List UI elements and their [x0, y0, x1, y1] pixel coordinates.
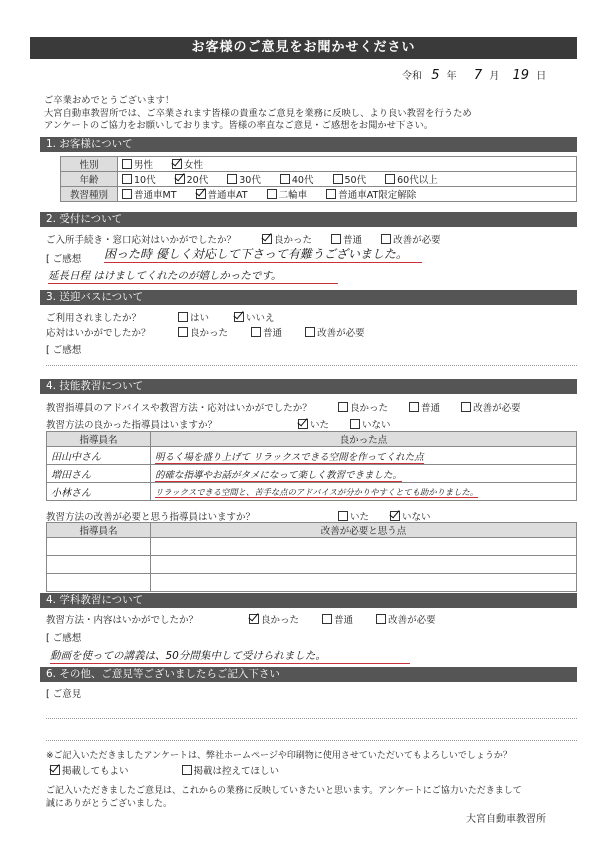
- empty-cell[interactable]: [151, 538, 577, 556]
- intro-line: ご卒業おめでとうございます！: [44, 95, 175, 106]
- section-4-header: 4. 技能教習について: [40, 379, 577, 394]
- bus-service-options: [178, 325, 365, 339]
- option-20s[interactable]: 20代: [175, 175, 209, 186]
- option-male[interactable]: 男性: [122, 160, 153, 171]
- comment-label: [ ご感想: [46, 633, 82, 644]
- option-allow[interactable]: 掲載してもよい: [50, 766, 129, 777]
- option-60s-plus[interactable]: 60代以上: [385, 175, 438, 186]
- instructor-name-header: 指導員名: [47, 523, 151, 538]
- table-header: [47, 523, 577, 538]
- option-normal[interactable]: 普通: [409, 403, 440, 414]
- page-title: お客様のご意見をお聞かせください: [30, 37, 577, 59]
- instructor-name[interactable]: 小林さん: [47, 483, 151, 501]
- consent-options: [50, 763, 279, 777]
- good-instructor-table: [46, 431, 577, 501]
- course-row: [61, 187, 577, 202]
- lecture-options: [249, 612, 436, 626]
- option-decline[interactable]: 掲載は控えてほしい: [182, 766, 280, 777]
- consent-question: ※ご記入いただきましたアンケートは、弊社ホームページや印刷物に使用させていただいてもよろしいでしょうか？: [46, 751, 512, 761]
- section-2-header: 2. 受付について: [40, 212, 577, 227]
- instructor-options: [338, 400, 521, 414]
- age-label: 年齢: [61, 172, 118, 187]
- reception-comment-1[interactable]: 困った時 優しく対応して下さって有難うございました。: [104, 245, 422, 263]
- option-yes[interactable]: はい: [178, 313, 209, 324]
- table-header: [47, 432, 577, 447]
- option-yes[interactable]: いた: [298, 420, 329, 431]
- table-row: [47, 465, 577, 483]
- option-needs-improvement[interactable]: 改善が必要: [376, 615, 436, 626]
- good-instructor-question: 教習方法の良かった指導員はいますか？: [46, 420, 218, 431]
- improvement-point-header: 改善が必要と思う点: [151, 523, 577, 538]
- bus-service-question: 応対はいかがでしたか？: [46, 328, 151, 339]
- date-year[interactable]: 5: [431, 68, 440, 83]
- option-good[interactable]: 良かった: [249, 615, 299, 626]
- good-point-header: 良かった点: [151, 432, 577, 447]
- footer-line: 誠にありがとうございました。: [46, 798, 173, 809]
- option-normal[interactable]: 普通: [322, 615, 353, 626]
- age-row: [61, 172, 577, 187]
- section-lecture-header: 4. 学科教習について: [40, 593, 577, 608]
- footer-line: ご記入いただきましたご意見は、これからの業務に反映していきたいと思います。アンケートにご協力いただきまして: [46, 786, 522, 796]
- good-point[interactable]: 的確な指導やお話がタメになって楽しく教習できました。: [155, 469, 403, 481]
- good-point[interactable]: リラックスできる空間と、苦手な点のアドバイスが分かりやすくとても助かりました。: [155, 486, 479, 497]
- gender-label: 性別: [61, 157, 118, 172]
- intro-text: [44, 95, 472, 133]
- good-instructor-options: [298, 417, 391, 431]
- opinion-label: [ ご意見: [46, 689, 82, 700]
- date-day[interactable]: 19: [512, 68, 530, 83]
- option-no[interactable]: いいえ: [234, 313, 275, 324]
- table-row: [47, 556, 577, 574]
- reception-options: [262, 232, 441, 246]
- opinion-line[interactable]: [46, 718, 577, 719]
- option-needs-improvement[interactable]: 改善が必要: [305, 328, 365, 339]
- option-at-limit-release[interactable]: 普通車AT限定解除: [326, 190, 416, 201]
- option-good[interactable]: 良かった: [338, 403, 388, 414]
- table-row: [47, 483, 577, 501]
- bad-instructor-options: [338, 509, 431, 523]
- empty-cell[interactable]: [47, 556, 151, 574]
- option-no[interactable]: いない: [350, 420, 391, 431]
- option-at[interactable]: 普通車AT: [196, 190, 248, 201]
- option-good[interactable]: 良かった: [178, 328, 228, 339]
- option-normal[interactable]: 普通: [331, 235, 362, 246]
- bad-instructor-question: 教習方法の改善が必要と思う指導員はいますか？: [46, 512, 256, 523]
- option-50s[interactable]: 50代: [333, 175, 367, 186]
- empty-cell[interactable]: [151, 574, 577, 592]
- option-normal[interactable]: 普通: [251, 328, 282, 339]
- bus-used-question: ご利用されましたか？: [46, 313, 142, 324]
- instructor-name[interactable]: 増田さん: [47, 465, 151, 483]
- empty-cell[interactable]: [47, 574, 151, 592]
- date-era: 令和: [402, 71, 422, 82]
- reception-question: ご入所手続き・窓口応対はいかがでしたか？: [46, 235, 237, 246]
- empty-cell[interactable]: [151, 556, 577, 574]
- empty-cell[interactable]: [47, 538, 151, 556]
- table-row: [47, 574, 577, 592]
- lecture-comment[interactable]: 動画を使っての講義は、50分間集中して受けられました。: [50, 648, 410, 664]
- age-options: [118, 172, 577, 187]
- reception-comment-2[interactable]: 延長日程 はけましてくれたのが嬉しかったです。: [48, 268, 338, 284]
- option-yes[interactable]: いた: [338, 512, 369, 523]
- gender-row: [61, 157, 577, 172]
- comment-label: [ ご感想: [46, 345, 82, 356]
- option-needs-improvement[interactable]: 改善が必要: [381, 235, 441, 246]
- organization-name: 大宮自動車教習所: [466, 814, 546, 825]
- opinion-line[interactable]: [46, 740, 577, 741]
- course-label: 教習種別: [61, 187, 118, 202]
- instructor-name-header: 指導員名: [47, 432, 151, 447]
- date-month[interactable]: 7: [473, 68, 483, 83]
- date-day-unit: 日: [536, 71, 547, 82]
- table-row: [47, 538, 577, 556]
- comment-line[interactable]: [46, 365, 577, 366]
- option-mt[interactable]: 普通車MT: [122, 190, 177, 201]
- instructor-question: 教習指導員のアドバイスや教習方法・応対はいかがでしたか？: [46, 403, 312, 414]
- intro-line: アンケートのご協力をお願いしております。皆様の率直なご意見・ご感想をお聞かせ下さい。: [44, 120, 434, 131]
- option-40s[interactable]: 40代: [280, 175, 314, 186]
- good-point[interactable]: 明るく場を盛り上げて リラックスできる空間を作ってくれた点: [155, 451, 424, 463]
- footer-text: [46, 785, 522, 810]
- instructor-name[interactable]: 田山中さん: [47, 447, 151, 465]
- option-good[interactable]: 良かった: [262, 235, 312, 246]
- option-no[interactable]: いない: [390, 512, 431, 523]
- lecture-question: 教習方法・内容はいかがでしたか？: [46, 615, 199, 626]
- course-options: [118, 187, 577, 202]
- comment-label: [ ご感想: [46, 254, 82, 265]
- option-female[interactable]: 女性: [172, 160, 203, 171]
- customer-info-table: [60, 156, 577, 202]
- section-6-header: 6. その他、ご意見等ございましたらご記入下さい: [40, 667, 577, 682]
- date-month-unit: 月: [489, 71, 500, 82]
- option-10s[interactable]: 10代: [122, 175, 156, 186]
- section-1-header: 1. お客様について: [40, 137, 577, 152]
- bad-instructor-table: [46, 522, 577, 592]
- section-3-header: 3. 送迎バスについて: [40, 290, 577, 305]
- date-line: [402, 67, 546, 83]
- table-row: [47, 447, 577, 465]
- date-year-unit: 年: [446, 71, 457, 82]
- bus-used-options: [178, 310, 275, 324]
- option-needs-improvement[interactable]: 改善が必要: [461, 403, 521, 414]
- option-30s[interactable]: 30代: [227, 175, 261, 186]
- option-motorcycle[interactable]: 二輪車: [267, 190, 308, 201]
- gender-options: [118, 157, 577, 172]
- intro-line: 大宮自動車教習所では、ご卒業されます皆様の貴重なご意見を業務に反映し、より良い教習を行うため: [44, 107, 472, 119]
